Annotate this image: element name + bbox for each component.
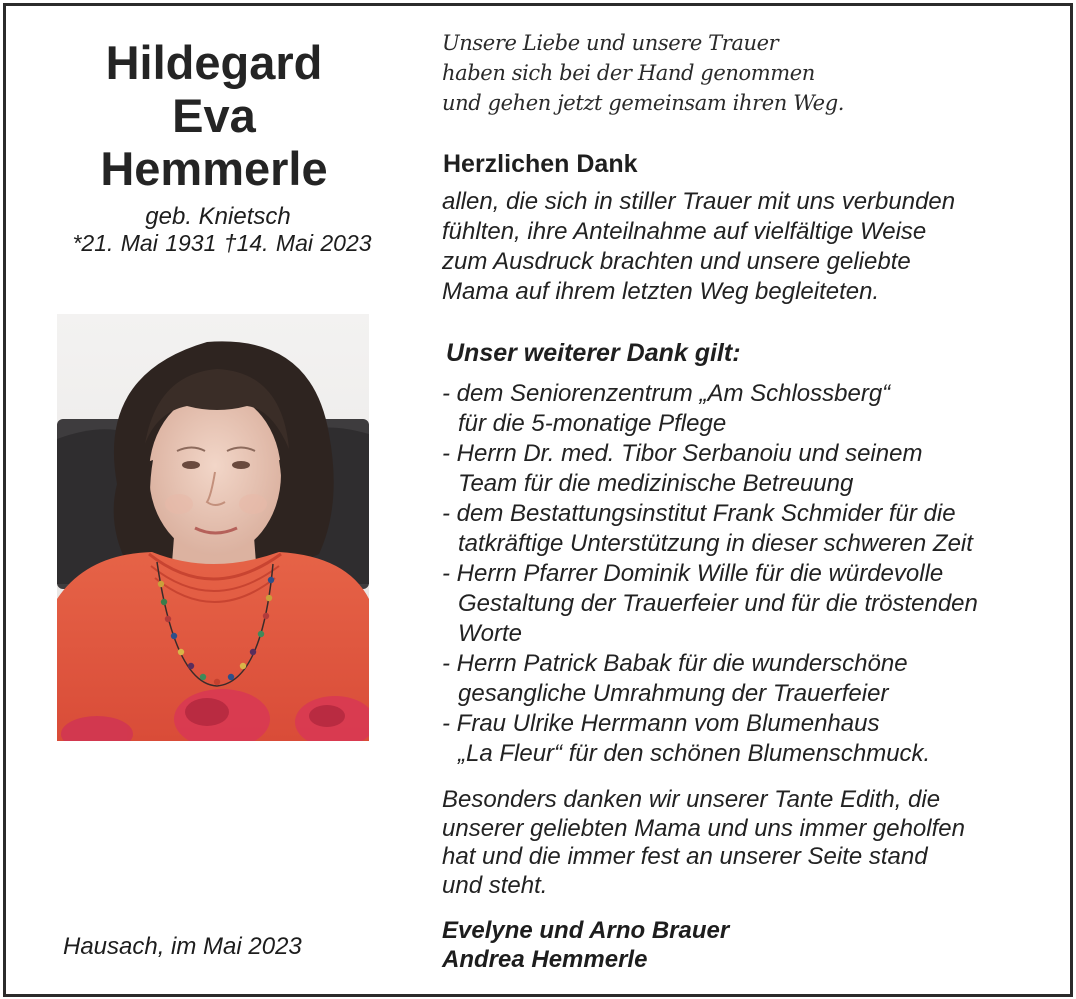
special-thanks-line: unserer geliebten Mama und uns immer geholfen (442, 814, 965, 842)
portrait-photo (57, 314, 369, 741)
middle-name: Eva (172, 89, 256, 142)
place-date: Hausach, im Mai 2023 (63, 933, 302, 960)
further-thanks-list (442, 379, 1057, 769)
birth-name: geb. Knietsch (145, 203, 291, 230)
quote-line: Unsere Liebe und unsere Trauer (442, 31, 779, 55)
list-item: - Herrn Patrick Babak für die wunderschöne (442, 650, 908, 677)
thanks-text (442, 187, 1042, 307)
memorial-quote (442, 28, 872, 118)
thanks-line: fühlten, ihre Anteilnahme auf vielfältige Weise (442, 218, 927, 245)
signer-name: Andrea Hemmerle (442, 946, 648, 973)
special-thanks-line: Besonders danken wir unserer Tante Edith, die (442, 786, 941, 813)
thanks-heading: Herzlichen Dank (443, 150, 638, 178)
list-item-continuation: tatkräftige Unterstützung in dieser schweren Zeit (458, 530, 973, 557)
signer-name: Evelyne und Arno Brauer (442, 917, 730, 944)
list-item-continuation: Team für die medizinische Betreuung (458, 470, 854, 497)
list-item: - Herrn Dr. med. Tibor Serbanoiu und seinem (442, 440, 923, 467)
list-item-continuation: Worte (458, 620, 523, 647)
first-name: Hildegard (105, 36, 323, 89)
list-item: - dem Seniorenzentrum „Am Schlossberg“ (442, 380, 891, 407)
special-thanks-line: hat und die immer fest an unserer Seite stand (442, 843, 928, 870)
list-item: - Herrn Pfarrer Dominik Wille für die würdevolle (442, 560, 944, 587)
list-item-continuation: „La Fleur“ für den schönen Blumenschmuck. (458, 740, 931, 767)
last-name: Hemmerle (100, 142, 328, 195)
quote-line: und gehen jetzt gemeinsam ihren Weg. (442, 91, 845, 115)
list-item: - dem Bestattungsinstitut Frank Schmider für die (442, 500, 956, 527)
portrait-illustration (57, 314, 369, 741)
special-thanks-line: und steht. (442, 871, 548, 899)
thanks-line: allen, die sich in stiller Trauer mit uns verbunden (442, 188, 956, 215)
signers (442, 916, 842, 974)
list-item-continuation: für die 5-monatige Pflege (458, 410, 727, 437)
list-item-continuation: gesangliche Umrahmung der Trauerfeier (458, 680, 889, 707)
list-item-continuation: Gestaltung der Trauerfeier und für die tröstenden (458, 590, 978, 617)
deceased-name (58, 36, 370, 195)
further-thanks-heading: Unser weiterer Dank gilt: (446, 339, 741, 367)
list-item: - Frau Ulrike Herrmann vom Blumenhaus (442, 710, 880, 737)
thanks-line: Mama auf ihrem letzten Weg begleiteten. (442, 278, 880, 305)
quote-line: haben sich bei der Hand genommen (442, 61, 815, 85)
thanks-line: zum Ausdruck brachten und unsere geliebte (442, 248, 911, 275)
special-thanks-text (442, 786, 1052, 900)
life-dates: *21. Mai 1931 †14. Mai 2023 (72, 230, 372, 256)
